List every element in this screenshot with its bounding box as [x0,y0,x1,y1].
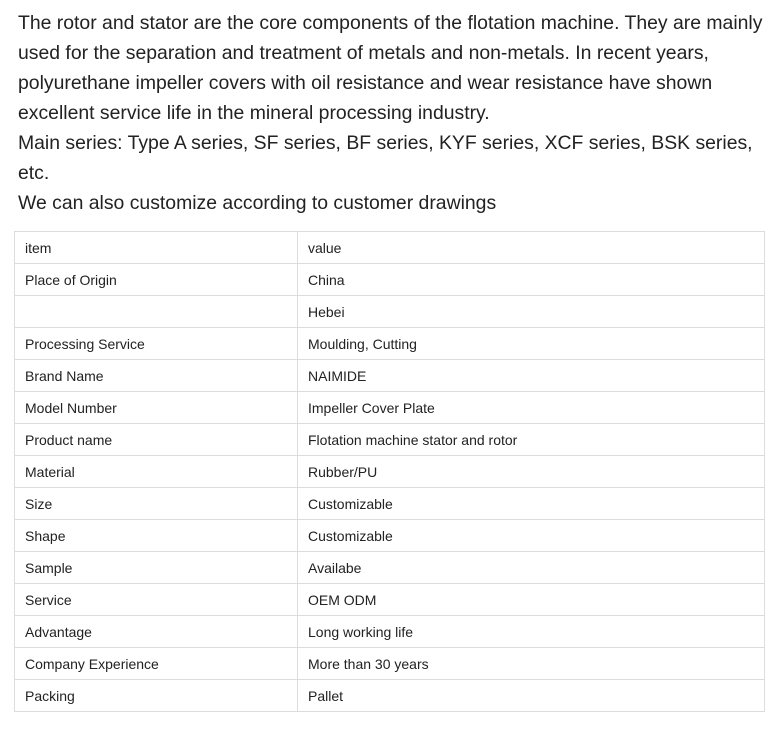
value-cell: Customizable [298,520,765,552]
value-cell: More than 30 years [298,648,765,680]
table-row [15,520,765,552]
value-cell: Flotation machine stator and rotor [298,424,765,456]
table-row [15,616,765,648]
item-cell [15,296,298,328]
item-cell: Sample [15,552,298,584]
table-row [15,328,765,360]
value-cell: China [298,264,765,296]
table-row [15,488,765,520]
value-cell: Impeller Cover Plate [298,392,765,424]
table-header-row [15,232,765,264]
value-cell: Rubber/PU [298,456,765,488]
table-row [15,680,765,712]
table-row [15,264,765,296]
table-row [15,392,765,424]
item-cell: Product name [15,424,298,456]
item-cell: Company Experience [15,648,298,680]
table-row [15,360,765,392]
table-row [15,296,765,328]
description-paragraph: The rotor and stator are the core components of the flotation machine. They are mainly used for the separation and treatment of metals and non-metals. In recent years, polyurethane impeller covers with oil resistance and wear resistance have shown excellent service life in the mineral processing industry. [18,12,763,124]
item-cell: Processing Service [15,328,298,360]
value-cell: Moulding, Cutting [298,328,765,360]
series-paragraph: Main series: Type A series, SF series, BF series, KYF series, XCF series, BSK series, etc. [18,132,753,184]
table-row [15,456,765,488]
item-cell: Shape [15,520,298,552]
item-cell: Advantage [15,616,298,648]
item-cell: Brand Name [15,360,298,392]
table-row [15,424,765,456]
customization-paragraph: We can also customize according to customer drawings [18,192,497,214]
value-cell: Long working life [298,616,765,648]
item-cell: Place of Origin [15,264,298,296]
item-cell: Packing [15,680,298,712]
item-cell: Model Number [15,392,298,424]
value-cell: Customizable [298,488,765,520]
table-row [15,584,765,616]
header-item-cell: item [15,232,298,264]
item-cell: Material [15,456,298,488]
header-value-cell: value [298,232,765,264]
value-cell: Availabe [298,552,765,584]
item-cell: Size [15,488,298,520]
table-row [15,648,765,680]
table-row [15,552,765,584]
specification-table [14,231,765,712]
item-cell: Service [15,584,298,616]
value-cell: Hebei [298,296,765,328]
value-cell: OEM ODM [298,584,765,616]
value-cell: NAIMIDE [298,360,765,392]
product-description [18,8,768,218]
value-cell: Pallet [298,680,765,712]
